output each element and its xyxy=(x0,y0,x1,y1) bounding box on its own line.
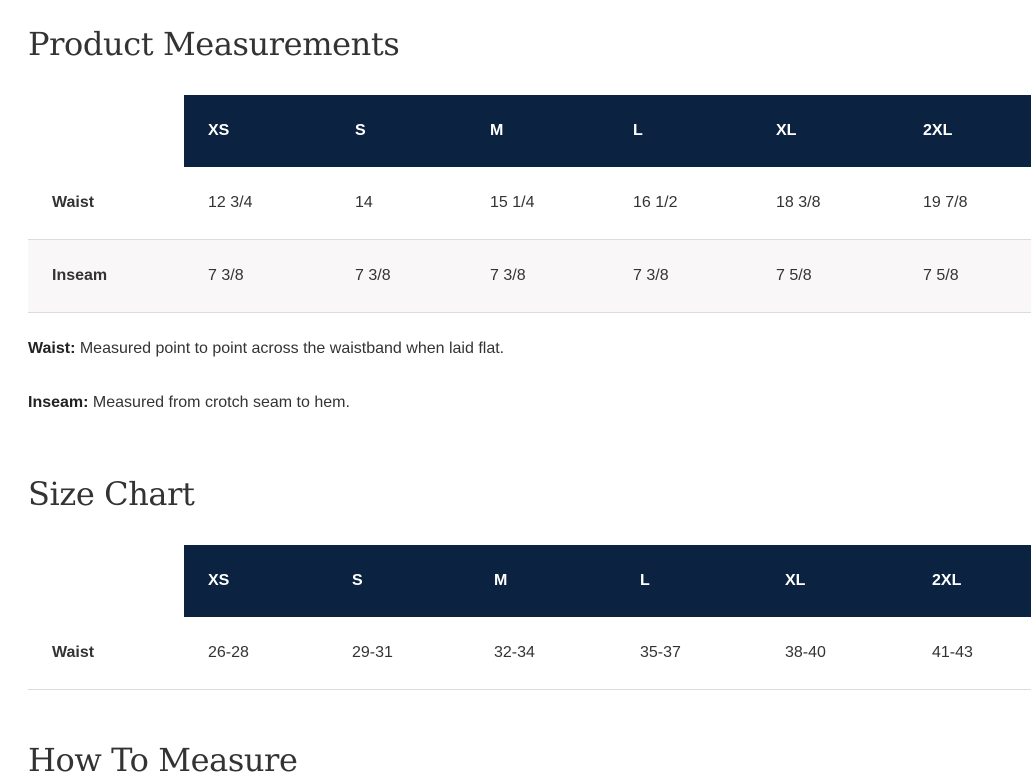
size-header-2xl: 2XL xyxy=(923,122,953,139)
table-cell: 7 3/8 xyxy=(490,267,526,284)
size-header-xl: XL xyxy=(785,572,806,589)
table-header-row xyxy=(28,95,1031,167)
table-header-row xyxy=(28,545,1031,617)
size-header-l: L xyxy=(633,122,643,139)
row-label-waist: Waist xyxy=(52,194,95,211)
table-cell: 18 3/8 xyxy=(776,194,821,211)
size-header-xl: XL xyxy=(776,122,797,139)
product-measurements-title: Product Measurements xyxy=(28,25,400,63)
size-header-m: M xyxy=(494,572,508,589)
waist-note-term: Waist: xyxy=(28,340,76,357)
table-header-background xyxy=(184,545,1031,617)
table-cell: 29-31 xyxy=(352,644,393,661)
table-cell: 41-43 xyxy=(932,644,973,661)
table-row-waist xyxy=(28,617,1031,690)
table-cell: 7 5/8 xyxy=(776,267,812,284)
table-cell: 35-37 xyxy=(640,644,681,661)
table-cell: 14 xyxy=(355,194,373,211)
table-cell: 32-34 xyxy=(494,644,535,661)
how-to-measure-title: How To Measure xyxy=(28,741,298,779)
table-cell: 19 7/8 xyxy=(923,194,968,211)
table-cell: 26-28 xyxy=(208,644,249,661)
table-cell: 15 1/4 xyxy=(490,194,535,211)
table-row-waist xyxy=(28,167,1031,240)
row-label-waist: Waist xyxy=(52,644,95,661)
size-header-xs: XS xyxy=(208,572,230,589)
size-chart-title: Size Chart xyxy=(28,475,195,513)
table-cell: 12 3/4 xyxy=(208,194,253,211)
table-cell: 7 5/8 xyxy=(923,267,959,284)
waist-note-text: Measured point to point across the waistband when laid flat. xyxy=(75,340,505,357)
table-cell: 16 1/2 xyxy=(633,194,678,211)
product-measurements-table xyxy=(28,95,1031,313)
waist-note xyxy=(28,340,504,358)
size-header-2xl: 2XL xyxy=(932,572,962,589)
size-header-xs: XS xyxy=(208,122,230,139)
size-header-m: M xyxy=(490,122,504,139)
table-cell: 7 3/8 xyxy=(208,267,244,284)
size-header-s: S xyxy=(352,572,363,589)
size-header-l: L xyxy=(640,572,650,589)
inseam-note-term: Inseam: xyxy=(28,394,89,411)
inseam-note xyxy=(28,394,350,412)
table-cell: 38-40 xyxy=(785,644,826,661)
table-cell: 7 3/8 xyxy=(355,267,391,284)
table-cell: 7 3/8 xyxy=(633,267,669,284)
size-header-s: S xyxy=(355,122,366,139)
inseam-note-text: Measured from crotch seam to hem. xyxy=(88,394,350,411)
table-row-inseam xyxy=(28,240,1031,313)
table-header-background xyxy=(184,95,1031,167)
size-chart-table xyxy=(28,545,1031,690)
row-label-inseam: Inseam xyxy=(52,267,108,284)
